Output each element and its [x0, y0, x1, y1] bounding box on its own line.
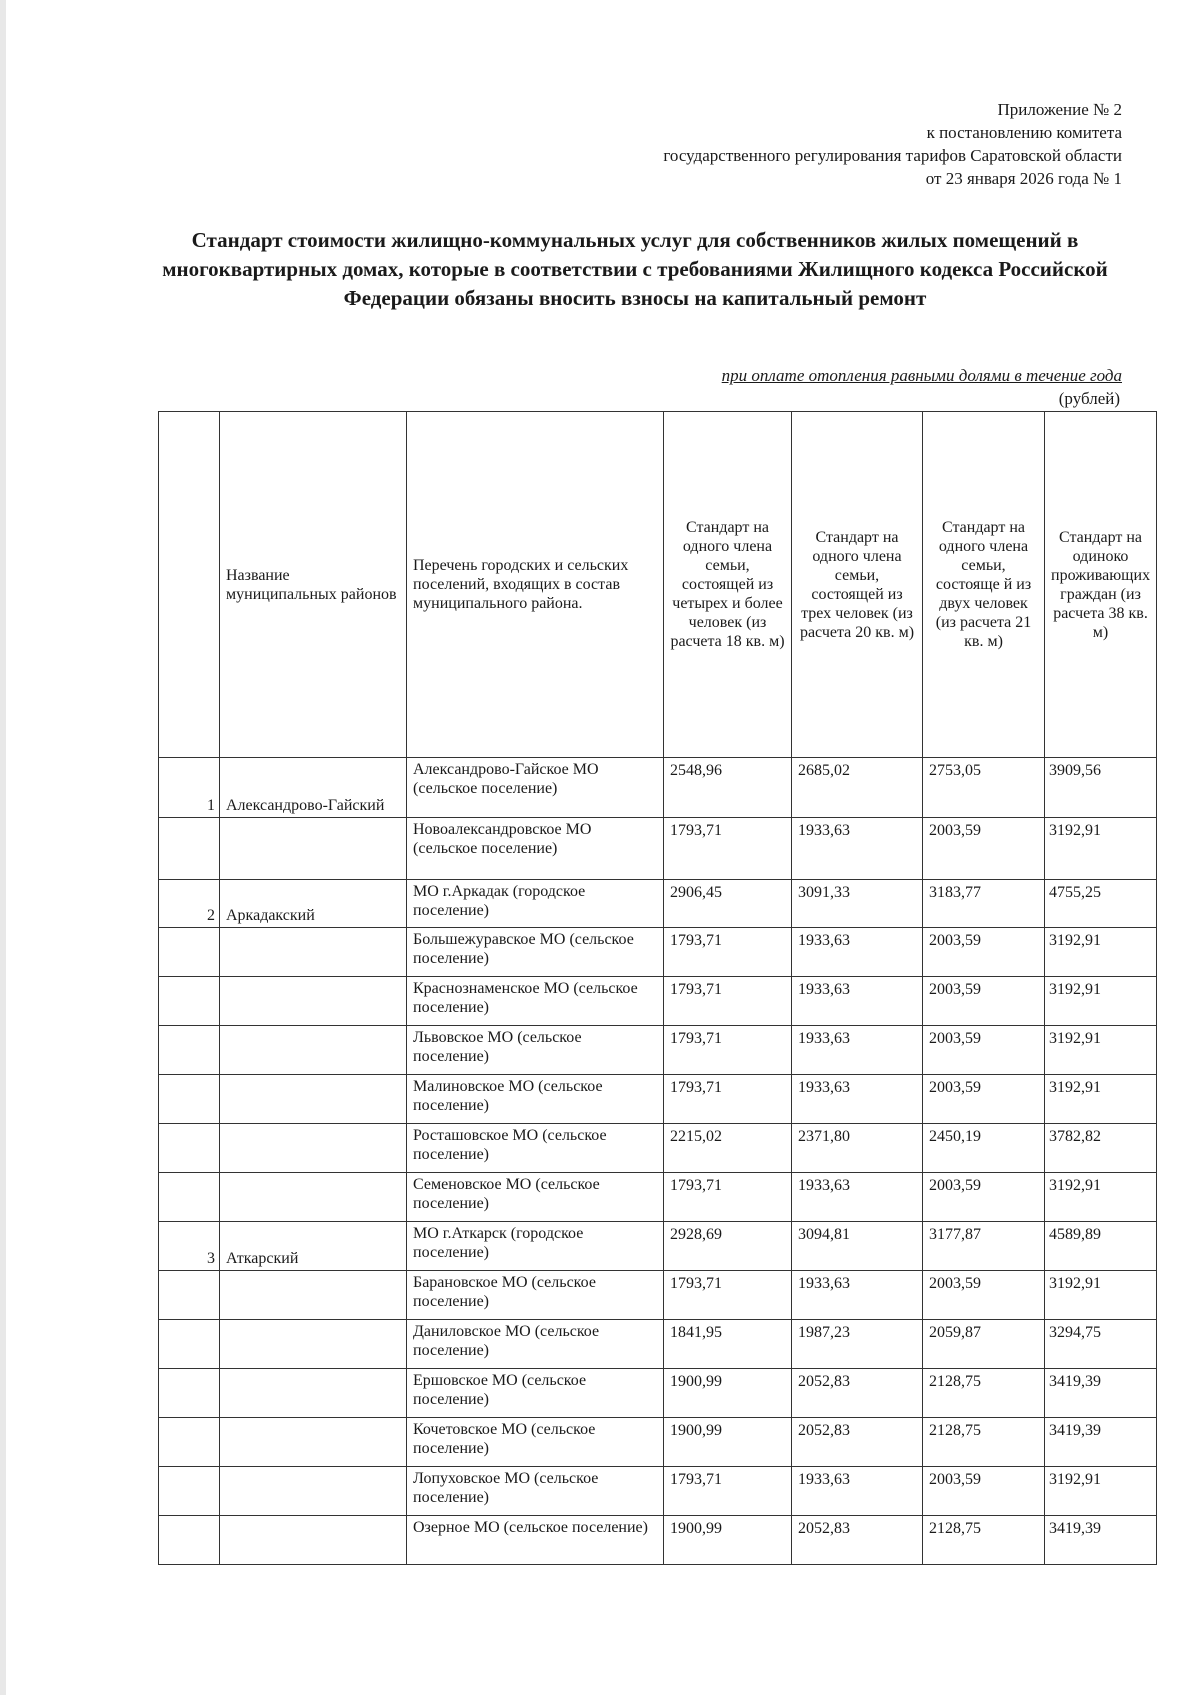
header-single-person: Стандарт на одиноко проживающих граждан (из расчета 38 кв. м)	[1045, 412, 1157, 758]
settlement-name: Кочетовское МО (сельское поселение)	[407, 1418, 664, 1467]
district-name	[220, 1320, 407, 1369]
row-number	[159, 1418, 220, 1467]
table-row	[159, 1222, 1157, 1271]
value-three-persons: 1933,63	[792, 928, 923, 977]
value-single-person: 3419,39	[1045, 1369, 1157, 1418]
district-name	[220, 818, 407, 880]
value-two-persons: 2003,59	[923, 1075, 1045, 1124]
value-four-persons: 1793,71	[664, 1026, 792, 1075]
header-district: Название муниципальных районов	[220, 412, 407, 758]
value-single-person: 4755,25	[1045, 880, 1157, 928]
settlement-name: Новоалександровское МО (сельское поселение)	[407, 818, 664, 880]
value-four-persons: 1900,99	[664, 1516, 792, 1565]
row-number	[159, 1467, 220, 1516]
value-two-persons: 2128,75	[923, 1516, 1045, 1565]
value-single-person: 3782,82	[1045, 1124, 1157, 1173]
district-name	[220, 977, 407, 1026]
table-row	[159, 1075, 1157, 1124]
value-two-persons: 2128,75	[923, 1418, 1045, 1467]
value-two-persons: 3177,87	[923, 1222, 1045, 1271]
value-four-persons: 2906,45	[664, 880, 792, 928]
value-single-person: 3192,91	[1045, 928, 1157, 977]
header-number	[159, 412, 220, 758]
table-row	[159, 1516, 1157, 1565]
value-three-persons: 1933,63	[792, 977, 923, 1026]
value-three-persons: 2052,83	[792, 1369, 923, 1418]
scan-edge	[0, 0, 6, 1695]
value-four-persons: 1793,71	[664, 928, 792, 977]
district-name	[220, 1026, 407, 1075]
row-number	[159, 1173, 220, 1222]
table-row	[159, 1418, 1157, 1467]
table-row	[159, 1271, 1157, 1320]
value-single-person: 3192,91	[1045, 1026, 1157, 1075]
value-four-persons: 1900,99	[664, 1418, 792, 1467]
value-four-persons: 2215,02	[664, 1124, 792, 1173]
district-name	[220, 928, 407, 977]
settlement-name: Малиновское МО (сельское поселение)	[407, 1075, 664, 1124]
table-row	[159, 1124, 1157, 1173]
header-settlements: Перечень городских и сельских поселений, входящих в состав муниципального района.	[407, 412, 664, 758]
value-two-persons: 3183,77	[923, 880, 1045, 928]
row-number	[159, 928, 220, 977]
value-three-persons: 2685,02	[792, 758, 923, 818]
value-four-persons: 2928,69	[664, 1222, 792, 1271]
header-four-persons: Стандарт на одного члена семьи, состоящей из четырех и более человек (из расчета 18 кв. м)	[664, 412, 792, 758]
district-name	[220, 1516, 407, 1565]
district-name	[220, 1173, 407, 1222]
settlement-name: Краснознаменское МО (сельское поселение)	[407, 977, 664, 1026]
district-name	[220, 1369, 407, 1418]
settlement-name: Семеновское МО (сельское поселение)	[407, 1173, 664, 1222]
value-single-person: 3192,91	[1045, 818, 1157, 880]
district-name	[220, 1418, 407, 1467]
row-number: 1	[159, 758, 220, 818]
value-three-persons: 3094,81	[792, 1222, 923, 1271]
value-single-person: 3294,75	[1045, 1320, 1157, 1369]
value-three-persons: 1933,63	[792, 1075, 923, 1124]
settlement-name: Озерное МО (сельское поселение)	[407, 1516, 664, 1565]
value-three-persons: 1933,63	[792, 1173, 923, 1222]
row-number: 3	[159, 1222, 220, 1271]
value-three-persons: 2371,80	[792, 1124, 923, 1173]
row-number	[159, 1320, 220, 1369]
value-three-persons: 1933,63	[792, 1467, 923, 1516]
value-four-persons: 1841,95	[664, 1320, 792, 1369]
value-four-persons: 1793,71	[664, 977, 792, 1026]
value-two-persons: 2003,59	[923, 818, 1045, 880]
row-number	[159, 1026, 220, 1075]
value-three-persons: 1933,63	[792, 1271, 923, 1320]
value-single-person: 3192,91	[1045, 977, 1157, 1026]
row-number: 2	[159, 880, 220, 928]
table-body	[159, 758, 1157, 1565]
header-two-persons: Стандарт на одного члена семьи, состояще й из двух человек (из расчета 21 кв. м)	[923, 412, 1045, 758]
settlement-name: Росташовское МО (сельское поселение)	[407, 1124, 664, 1173]
table-row	[159, 818, 1157, 880]
table-row	[159, 1026, 1157, 1075]
table-row	[159, 1369, 1157, 1418]
value-two-persons: 2003,59	[923, 1467, 1045, 1516]
settlement-name: МО г.Аркадак (городское поселение)	[407, 880, 664, 928]
value-two-persons: 2128,75	[923, 1369, 1045, 1418]
row-number	[159, 977, 220, 1026]
value-two-persons: 2003,59	[923, 977, 1045, 1026]
settlement-name: Лопуховское МО (сельское поселение)	[407, 1467, 664, 1516]
value-two-persons: 2003,59	[923, 928, 1045, 977]
value-four-persons: 1793,71	[664, 1271, 792, 1320]
value-single-person: 3419,39	[1045, 1418, 1157, 1467]
value-four-persons: 1900,99	[664, 1369, 792, 1418]
appendix-number: Приложение № 2	[997, 100, 1122, 119]
district-name	[220, 1075, 407, 1124]
header-three-persons: Стандарт на одного члена семьи, состоящей из трех человек (из расчета 20 кв. м)	[792, 412, 923, 758]
currency-unit: (рублей)	[1058, 389, 1120, 408]
standards-table	[158, 411, 1157, 1565]
value-two-persons: 2003,59	[923, 1026, 1045, 1075]
value-single-person: 3192,91	[1045, 1075, 1157, 1124]
table-row	[159, 1467, 1157, 1516]
district-name	[220, 1271, 407, 1320]
row-number	[159, 1516, 220, 1565]
settlement-name: Даниловское МО (сельское поселение)	[407, 1320, 664, 1369]
district-name	[220, 1124, 407, 1173]
value-four-persons: 1793,71	[664, 1467, 792, 1516]
table-row	[159, 1320, 1157, 1369]
value-two-persons: 2003,59	[923, 1271, 1045, 1320]
appendix-committee: государственного регулирования тарифов Саратовской области	[663, 146, 1122, 165]
district-name	[220, 1467, 407, 1516]
table-row	[159, 977, 1157, 1026]
value-two-persons: 2059,87	[923, 1320, 1045, 1369]
value-two-persons: 2003,59	[923, 1173, 1045, 1222]
value-four-persons: 1793,71	[664, 1075, 792, 1124]
table-header-row	[159, 412, 1157, 758]
settlement-name: МО г.Аткарск (городское поселение)	[407, 1222, 664, 1271]
settlement-name: Львовское МО (сельское поселение)	[407, 1026, 664, 1075]
value-single-person: 3909,56	[1045, 758, 1157, 818]
table-row	[159, 928, 1157, 977]
value-three-persons: 2052,83	[792, 1418, 923, 1467]
value-two-persons: 2450,19	[923, 1124, 1045, 1173]
district-name: Аркадакский	[220, 880, 407, 928]
value-three-persons: 1933,63	[792, 1026, 923, 1075]
row-number	[159, 1075, 220, 1124]
payment-mode-subtitle: при оплате отопления равными долями в течение года	[721, 366, 1122, 385]
table-row	[159, 1173, 1157, 1222]
value-three-persons: 3091,33	[792, 880, 923, 928]
row-number	[159, 1124, 220, 1173]
value-four-persons: 2548,96	[664, 758, 792, 818]
district-name: Александрово-Гайский	[220, 758, 407, 818]
value-four-persons: 1793,71	[664, 818, 792, 880]
value-three-persons: 2052,83	[792, 1516, 923, 1565]
row-number	[159, 1271, 220, 1320]
appendix-date: от 23 января 2026 года № 1	[925, 169, 1122, 188]
value-three-persons: 1987,23	[792, 1320, 923, 1369]
row-number	[159, 1369, 220, 1418]
district-name: Аткарский	[220, 1222, 407, 1271]
settlement-name: Большежуравское МО (сельское поселение)	[407, 928, 664, 977]
document-title: Стандарт стоимости жилищно-коммунальных услуг для собственников жилых помещений в многоквартирных домах, которые в соответствии с требованиями Жилищного кодекса Российской Федерации обязаны вносить взносы на капитальный ремонт	[162, 228, 1108, 310]
value-three-persons: 1933,63	[792, 818, 923, 880]
settlement-name: Барановское МО (сельское поселение)	[407, 1271, 664, 1320]
appendix-resolution: к постановлению комитета	[926, 123, 1122, 142]
value-four-persons: 1793,71	[664, 1173, 792, 1222]
value-single-person: 3419,39	[1045, 1516, 1157, 1565]
value-single-person: 4589,89	[1045, 1222, 1157, 1271]
row-number	[159, 818, 220, 880]
settlement-name: Ершовское МО (сельское поселение)	[407, 1369, 664, 1418]
value-two-persons: 2753,05	[923, 758, 1045, 818]
value-single-person: 3192,91	[1045, 1467, 1157, 1516]
table-row	[159, 880, 1157, 928]
table-row	[159, 758, 1157, 818]
value-single-person: 3192,91	[1045, 1173, 1157, 1222]
appendix-header	[663, 98, 1122, 190]
value-single-person: 3192,91	[1045, 1271, 1157, 1320]
settlement-name: Александрово-Гайское МО (сельское поселение)	[407, 758, 664, 818]
